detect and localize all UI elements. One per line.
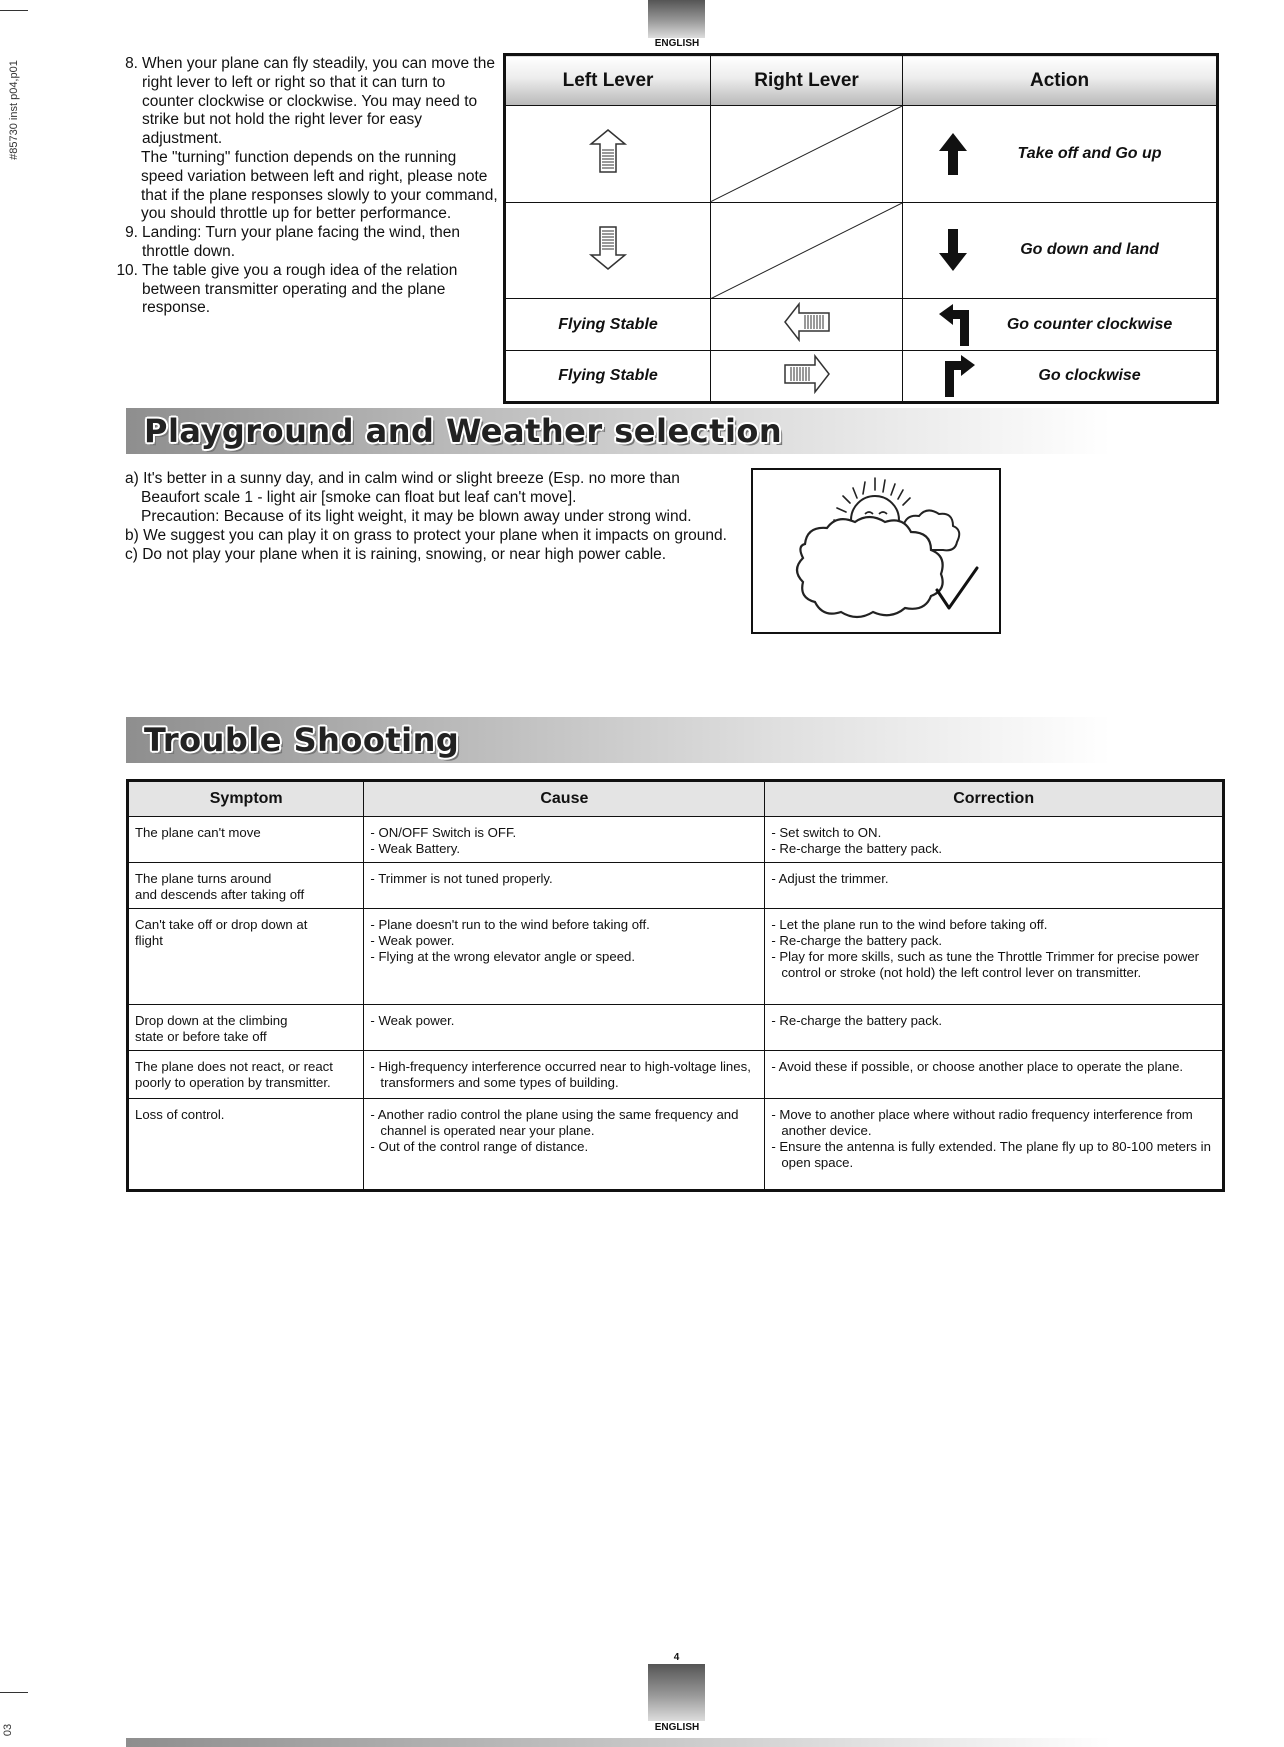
table-row (128, 1051, 1224, 1099)
table-row (128, 909, 1224, 1005)
control-row (505, 351, 1218, 403)
control-table (503, 53, 1219, 404)
lever-right-arrow-icon (783, 354, 831, 394)
corner-digit: 03 (2, 1723, 15, 1737)
table-row (128, 863, 1224, 909)
control-row (505, 106, 1218, 203)
cause-cell: - High-frequency interference occurred near to high-voltage lines, transformers and some types of building. (364, 1051, 765, 1099)
language-label-bottom: ENGLISH (654, 1722, 700, 1733)
turn-right-arrow-icon (939, 355, 975, 397)
header-cause: Cause (364, 781, 765, 817)
crop-mark-top (0, 10, 28, 11)
correction-cell: - Move to another place where without radio frequency interference from another device. - Ensure the antenna is fully extended. The plane fly up to 80-100 meters in open space. (765, 1099, 1224, 1191)
header-right-lever: Right Lever (711, 55, 903, 106)
weather-text: a) It's better in a sunny day, and in calm wind or slight breeze (Esp. no more than Beaufort scale 1 - light air [smoke can float but leaf can't move]. Precaution: Because of its light weight, it may be blown away under strong wind. b) We suggest you can play it on grass to protect your plane when it impacts on ground. c) Do not play your plane when it is raining, snowing, or near high power cable. (125, 470, 727, 563)
empty-cell-slash (711, 203, 902, 299)
symptom-cell: Drop down at the climbing state or before take off (128, 1005, 364, 1051)
symptom-cell: The plane can't move (128, 817, 364, 863)
header-correction: Correction (765, 781, 1224, 817)
symptom-cell: The plane turns around and descends after taking off (128, 863, 364, 909)
lever-up-arrow-icon (588, 128, 628, 174)
page-tab-bottom (648, 1664, 705, 1721)
turn-left-arrow-icon (939, 304, 975, 346)
table-row (128, 1005, 1224, 1051)
right-lever-cell (711, 351, 903, 403)
table-row (128, 1099, 1224, 1191)
left-lever-cell (505, 202, 711, 299)
next-section-banner-edge (126, 1738, 1111, 1747)
control-row (505, 202, 1218, 299)
header-left-lever: Left Lever (505, 55, 711, 106)
weather-illustration (751, 468, 1001, 634)
section-title: Trouble Shooting (144, 721, 460, 759)
right-lever-cell (711, 202, 903, 299)
cause-cell: - Trimmer is not tuned properly. (364, 863, 765, 909)
table-row (128, 817, 1224, 863)
instruction-item: 8. When your plane can fly steadily, you can move the right lever to left or right so that it can turn to counter clockwise or clockwise. You may need to strike but not hold the right lever for easy adjustment. (125, 55, 495, 148)
language-label-top: ENGLISH (654, 38, 700, 49)
cause-cell: - Plane doesn't run to the wind before taking off. - Weak power. - Flying at the wrong elevator angle or speed. (364, 909, 765, 1005)
symptom-cell: Loss of control. (128, 1099, 364, 1191)
crop-mark-bottom (0, 1692, 28, 1693)
right-lever-cell (711, 299, 903, 351)
left-lever-cell: Flying Stable (505, 299, 711, 351)
section-title: Playground and Weather selection (144, 412, 783, 450)
trouble-shooting-banner (126, 717, 1111, 763)
ts-header-row (128, 781, 1224, 817)
playground-banner (126, 408, 1111, 454)
action-cell: Go counter clockwise (903, 299, 1218, 351)
action-cell: Go clockwise (903, 351, 1218, 403)
correction-cell: - Adjust the trimmer. (765, 863, 1224, 909)
empty-cell-slash (711, 106, 902, 202)
cause-cell: - ON/OFF Switch is OFF. - Weak Battery. (364, 817, 765, 863)
symptom-cell: Can't take off or drop down at flight (128, 909, 364, 1005)
cause-cell: - Weak power. (364, 1005, 765, 1051)
control-table-header (505, 55, 1218, 106)
down-arrow-icon (939, 229, 967, 271)
correction-cell: - Let the plane run to the wind before taking off. - Re-charge the battery pack. - Play for more skills, such as tune the Throttle Trimmer for precise power control or stroke (not hold) the left control lever on transmitter. (765, 909, 1224, 1005)
instruction-list (116, 55, 501, 318)
trouble-shooting-table (126, 779, 1225, 1192)
page-number: 4 (673, 1652, 680, 1663)
cause-cell: - Another radio control the plane using the same frequency and channel is operated near your plane. - Out of the control range of distance. (364, 1099, 765, 1191)
instruction-item: The "turning" function depends on the running speed variation between left and right, please note that if the plane responses slowly to your command, you should throttle up for better performance. (141, 148, 498, 223)
header-action: Action (903, 55, 1218, 106)
lever-down-arrow-icon (588, 225, 628, 271)
lever-left-arrow-icon (783, 302, 831, 342)
header-symptom: Symptom (128, 781, 364, 817)
page-tab-top (648, 0, 705, 38)
left-lever-cell (505, 106, 711, 203)
side-code: #85730 inst p04,p01 (8, 60, 20, 160)
correction-cell: - Avoid these if possible, or choose another place to operate the plane. (765, 1051, 1224, 1099)
left-lever-cell: Flying Stable (505, 351, 711, 403)
instruction-item: 9. Landing: Turn your plane facing the wind, then throttle down. (125, 224, 460, 260)
control-row (505, 299, 1218, 351)
symptom-cell: The plane does not react, or react poorly to operation by transmitter. (128, 1051, 364, 1099)
right-lever-cell (711, 106, 903, 203)
action-cell: Take off and Go up (903, 106, 1218, 203)
up-arrow-icon (939, 133, 967, 175)
correction-cell: - Set switch to ON. - Re-charge the battery pack. (765, 817, 1224, 863)
instruction-item: 10. The table give you a rough idea of the relation between transmitter operating and the plane response. (116, 261, 458, 317)
correction-cell: - Re-charge the battery pack. (765, 1005, 1224, 1051)
action-cell: Go down and land (903, 202, 1218, 299)
sunny-cloud-checkmark-icon (753, 470, 999, 632)
